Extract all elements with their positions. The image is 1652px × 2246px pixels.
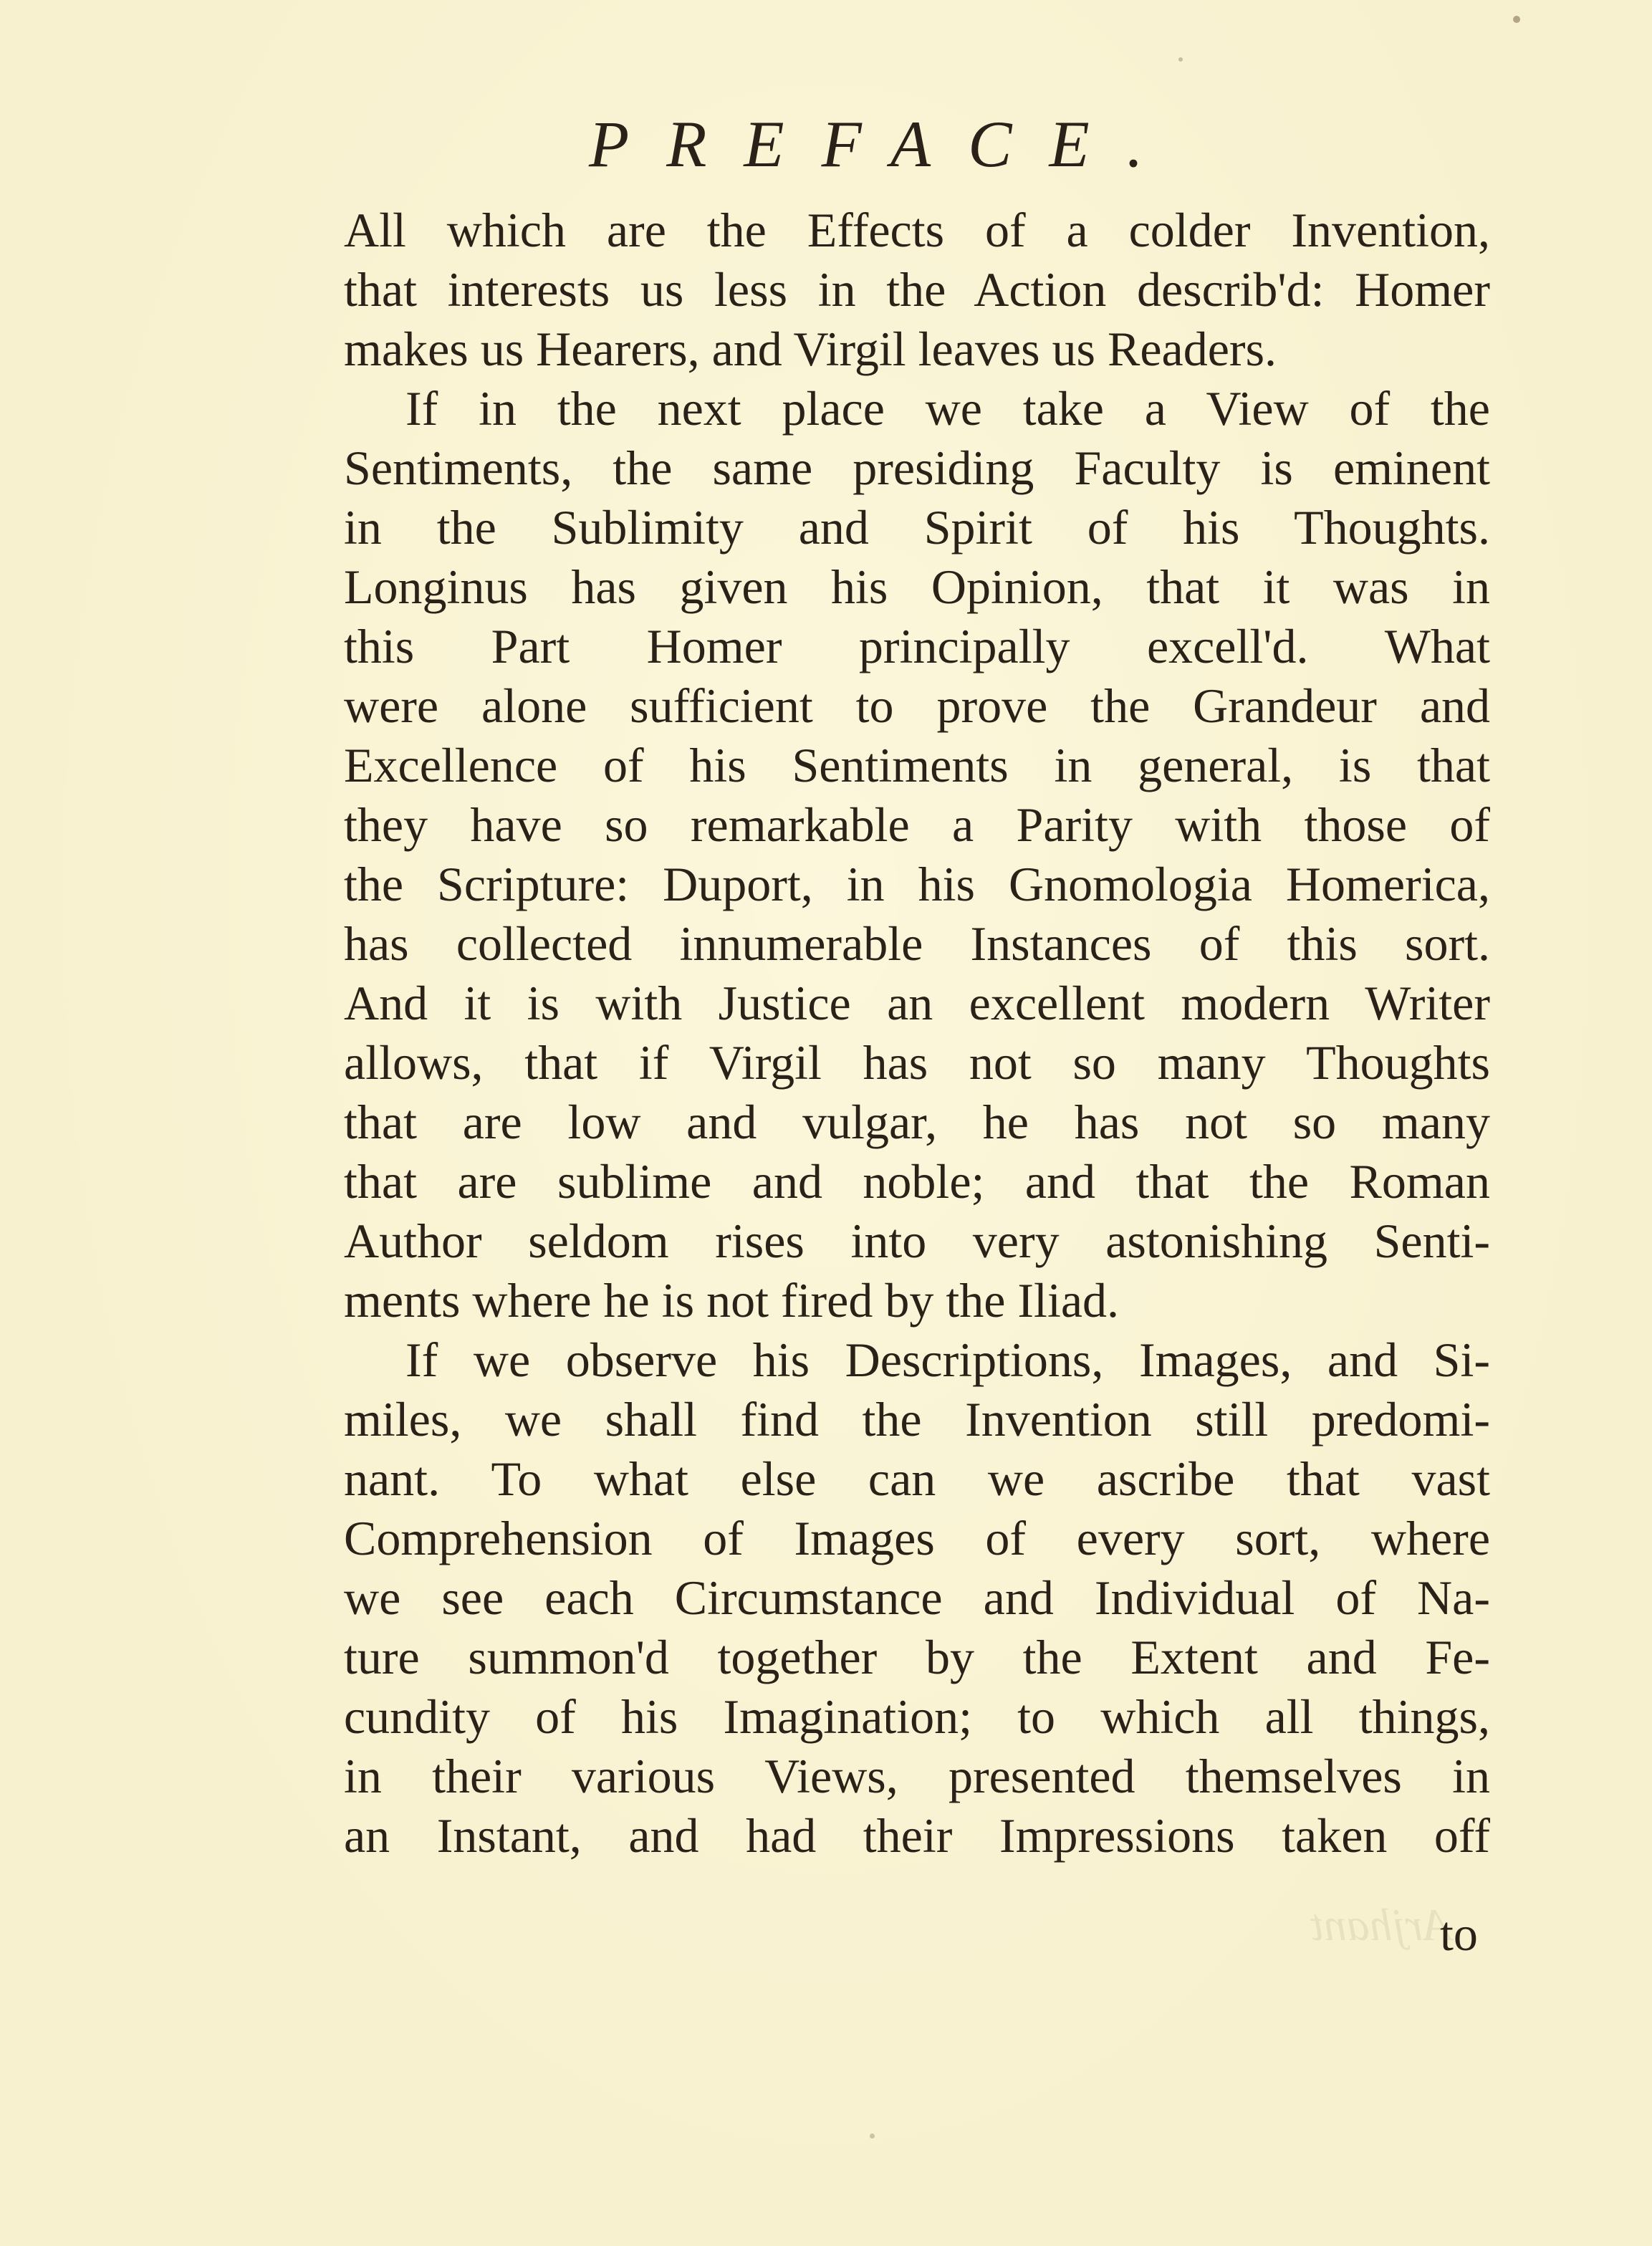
bleed-through-text: Arjhant: [1311, 1899, 1451, 1950]
text-line: they have so remarkable a Parity with those of: [344, 797, 1490, 852]
text-line: we see each Circumstance and Individual of Na-: [344, 1570, 1490, 1625]
text-line: Comprehension of Images of every sort, where: [344, 1511, 1490, 1565]
text-line: in their various Views, presented themselves in: [344, 1749, 1490, 1803]
text-line: that interests us less in the Action describ'd: Homer: [344, 262, 1490, 317]
text-line: were alone sufficient to prove the Grandeur and: [344, 678, 1490, 733]
text-line: nant. To what else can we ascribe that vast: [344, 1451, 1490, 1506]
text-line: the Scripture: Duport, in his Gnomologia Homerica,: [344, 857, 1490, 911]
text-line: that are low and vulgar, he has not so many: [344, 1095, 1490, 1149]
text-line: in the Sublimity and Spirit of his Thoughts.: [344, 500, 1490, 555]
text-line: Excellence of his Sentiments in general, is that: [344, 738, 1490, 792]
body-text: [344, 201, 1490, 1866]
paper-speck: [1513, 16, 1520, 23]
text-line: an Instant, and had their Impressions taken off: [344, 1808, 1490, 1863]
text-line: that are sublime and noble; and that the Roman: [344, 1154, 1490, 1209]
text-line: And it is with Justice an excellent modern Writer: [344, 976, 1490, 1030]
text-line: All which are the Effects of a colder Invention,: [344, 203, 1490, 257]
text-line: If in the next place we take a View of the: [405, 381, 1490, 436]
text-line: Sentiments, the same presiding Faculty is eminent: [344, 441, 1490, 495]
paper-speck: [1178, 57, 1183, 62]
catchword: to: [1440, 1906, 1478, 1961]
text-line: miles, we shall find the Invention still predomi-: [344, 1392, 1490, 1446]
text-line: Longinus has given his Opinion, that it was in: [344, 560, 1490, 614]
text-line: ments where he is not fired by the Iliad.: [344, 1273, 1120, 1328]
text-line: cundity of his Imagination; to which all things,: [344, 1689, 1490, 1744]
paper-speck: [870, 2134, 875, 2139]
text-line: ture summon'd together by the Extent and Fe-: [344, 1630, 1490, 1684]
text-line: If we observe his Descriptions, Images, and Si-: [405, 1333, 1490, 1387]
text-line: makes us Hearers, and Virgil leaves us Readers.: [344, 322, 1277, 376]
text-line: allows, that if Virgil has not so many Thoughts: [344, 1035, 1490, 1090]
text-line: Author seldom rises into very astonishing Senti-: [344, 1214, 1490, 1268]
running-head: PREFACE.: [589, 107, 1181, 181]
text-line: has collected innumerable Instances of this sort.: [344, 916, 1490, 971]
text-line: this Part Homer principally excell'd. What: [344, 619, 1490, 673]
